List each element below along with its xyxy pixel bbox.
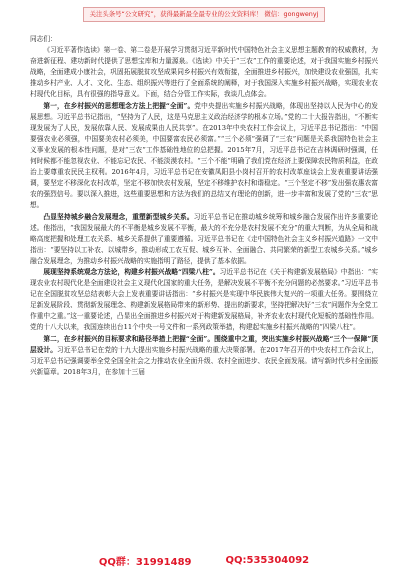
paragraph-text: 习近平总书记在推动城乡统筹和城乡融合发展作出许多重要论述。他指出，“我国发展最大的不平衡是城乡发展不平衡，最大的不充分是农村发展不充分”的重大判断，为从全局和战略高度把握和处理工农关系、城乡关系提供了重要遵循。习近平总书记在《走中国特色社会主义乡村振兴道路》一文中指出：“要坚持以工补农、以城带乡，推动形成工农互促、城乡互补、全面融合、共同繁荣的新型工农城乡关系。”城乡融合发展理念，为推动乡村振兴战略的实施指明了路径，提供了基本依据。 <box>30 212 378 265</box>
qq-label: QQ:535304092 <box>225 554 310 566</box>
paragraph <box>30 101 378 212</box>
paragraph <box>30 267 378 334</box>
document-body <box>30 34 378 546</box>
qq-group-label: QQ群：31991489 <box>98 556 192 568</box>
paragraph <box>30 334 378 378</box>
paragraph-text: 党中央提出实施乡村振兴战略，体现出坚持以人民为中心的发展思想。习近平总书记指出，“坚持为了人民，这是马克思主义政治经济学的根本立场。”党的二十大报告指出，“不断实现发展为了人民，发展依靠人民、发展成果由人民共享”。在2013年中央农村工作会议上，习近平总书记指出：“中国要强农业必须强，中国要美农村必须美，中国要富农民必须富。”“三个必须”强调了“三农”问题是关系我国特色社会主义事业发展的根本性问题，是对“三农”工作基础性地位的总把握。2015年7月，习近平总书记在吉林调研时强调，任何时候都不能忽视农业、不能忘记农民、不能淡漠农村。“三个不能”明确了我们党在经济上要保障农民物质利益，在政治上要尊重农民民主权利。2016年4月，习近平总书记在安徽凤阳县小岗村召开的农村改革座谈会上发表重要讲话强调，要坚定不移深化农村改革，坚定不移加快农村发展，坚定不移维护农村和谐稳定。“三个坚定不移”发出强农惠农富农的强烈信号。要以深入推进，这些重要思想和方法为我们的总结又有理论的创新，进一步丰富和发展了党的“三农”思想。 <box>30 101 378 210</box>
paragraph-heading: 展现坚持系统观念方法论，构建乡村振兴战略“四梁八柱”。 <box>43 267 220 276</box>
footer-contact <box>0 548 408 572</box>
promo-banner: 关注头条号“公文研究”，获得最新最全最专业的公文资料库！ 微信：gongwenyj <box>83 7 326 22</box>
paragraph-text: 习近平总书记在党的十九大提出实施乡村振兴战略的重大决策部署。在2017年召开的中央农村工作会议上，习近平总书记强调要举全党全国全社会之力推动农业全面升级、农村全面进步、农民全面发展。请写新时代乡村全面振兴新篇章。2018年3月，在参加十三届 <box>30 345 378 376</box>
header-banner-area <box>0 0 408 28</box>
paragraph-heading: 第二，在乡村振兴的目标要求和路径举措上把握“全面”。围绕重中之重，突出实施乡村振兴战略“三个一保障”顶层设计。 <box>30 334 378 354</box>
paragraph-heading: 凸显坚持城乡融合发展理念，重塑新型城乡关系。 <box>43 212 194 221</box>
paragraph-text: 习近平总书记在《关于构建新发展格局》中指出：“实现农业农村现代化是全面建设社会主义现代化国家的重大任务，是解决发展不平衡不充分问题的必然要求。”习近平总书记在全国脱贫攻坚总结表彰大会上发表重要讲话指出：“乡村振兴是实现中华民族伟大复兴的一项重大任务。要围绕立足新发展阶段、贯彻新发展理念、构建新发展格局带来的新形势、提出的新要求，坚持把解决好“三农”问题作为全党工作重中之重。”这一重要论述，凸显出全面推进乡村振兴对于构建新发展格局，补齐农业农村现代化短板的基础性作用。党的十八大以来，我国连续出台11个中央一号文件和一系列政策举措，构建起实施乡村振兴战略的“四梁八柱”。 <box>30 267 378 332</box>
paragraph-text: 《习近平著作选读》第一卷、第二卷是开展学习贯彻习近平新时代中国特色社会主义思想主题教育的权威教材，为奋进新征程、建功新时代提供了思想宝库和力量源泉。《选读》中关于“三农”工作的重要论述，对于我国实施乡村振兴战略，全面建成小康社会，巩固拓展脱贫攻坚成果同乡村振兴有效衔接，全面推进乡村振兴，加快建设农业强国，扎实推动乡村产业、人才、文化、生态、组织振兴等进行了全面系统的阐释，对于我国深入实施乡村振兴战略，实现农业农村现代化目标，具有很强的指导意义。下面，结合分管工作实际，我谈几点体会。 <box>30 46 378 99</box>
paragraph <box>30 45 378 100</box>
paragraph <box>30 212 378 267</box>
paragraph-heading: 第一，在乡村振兴的思想理念方法上把握“全面”。 <box>43 101 195 110</box>
salutation: 同志们： <box>30 35 57 43</box>
